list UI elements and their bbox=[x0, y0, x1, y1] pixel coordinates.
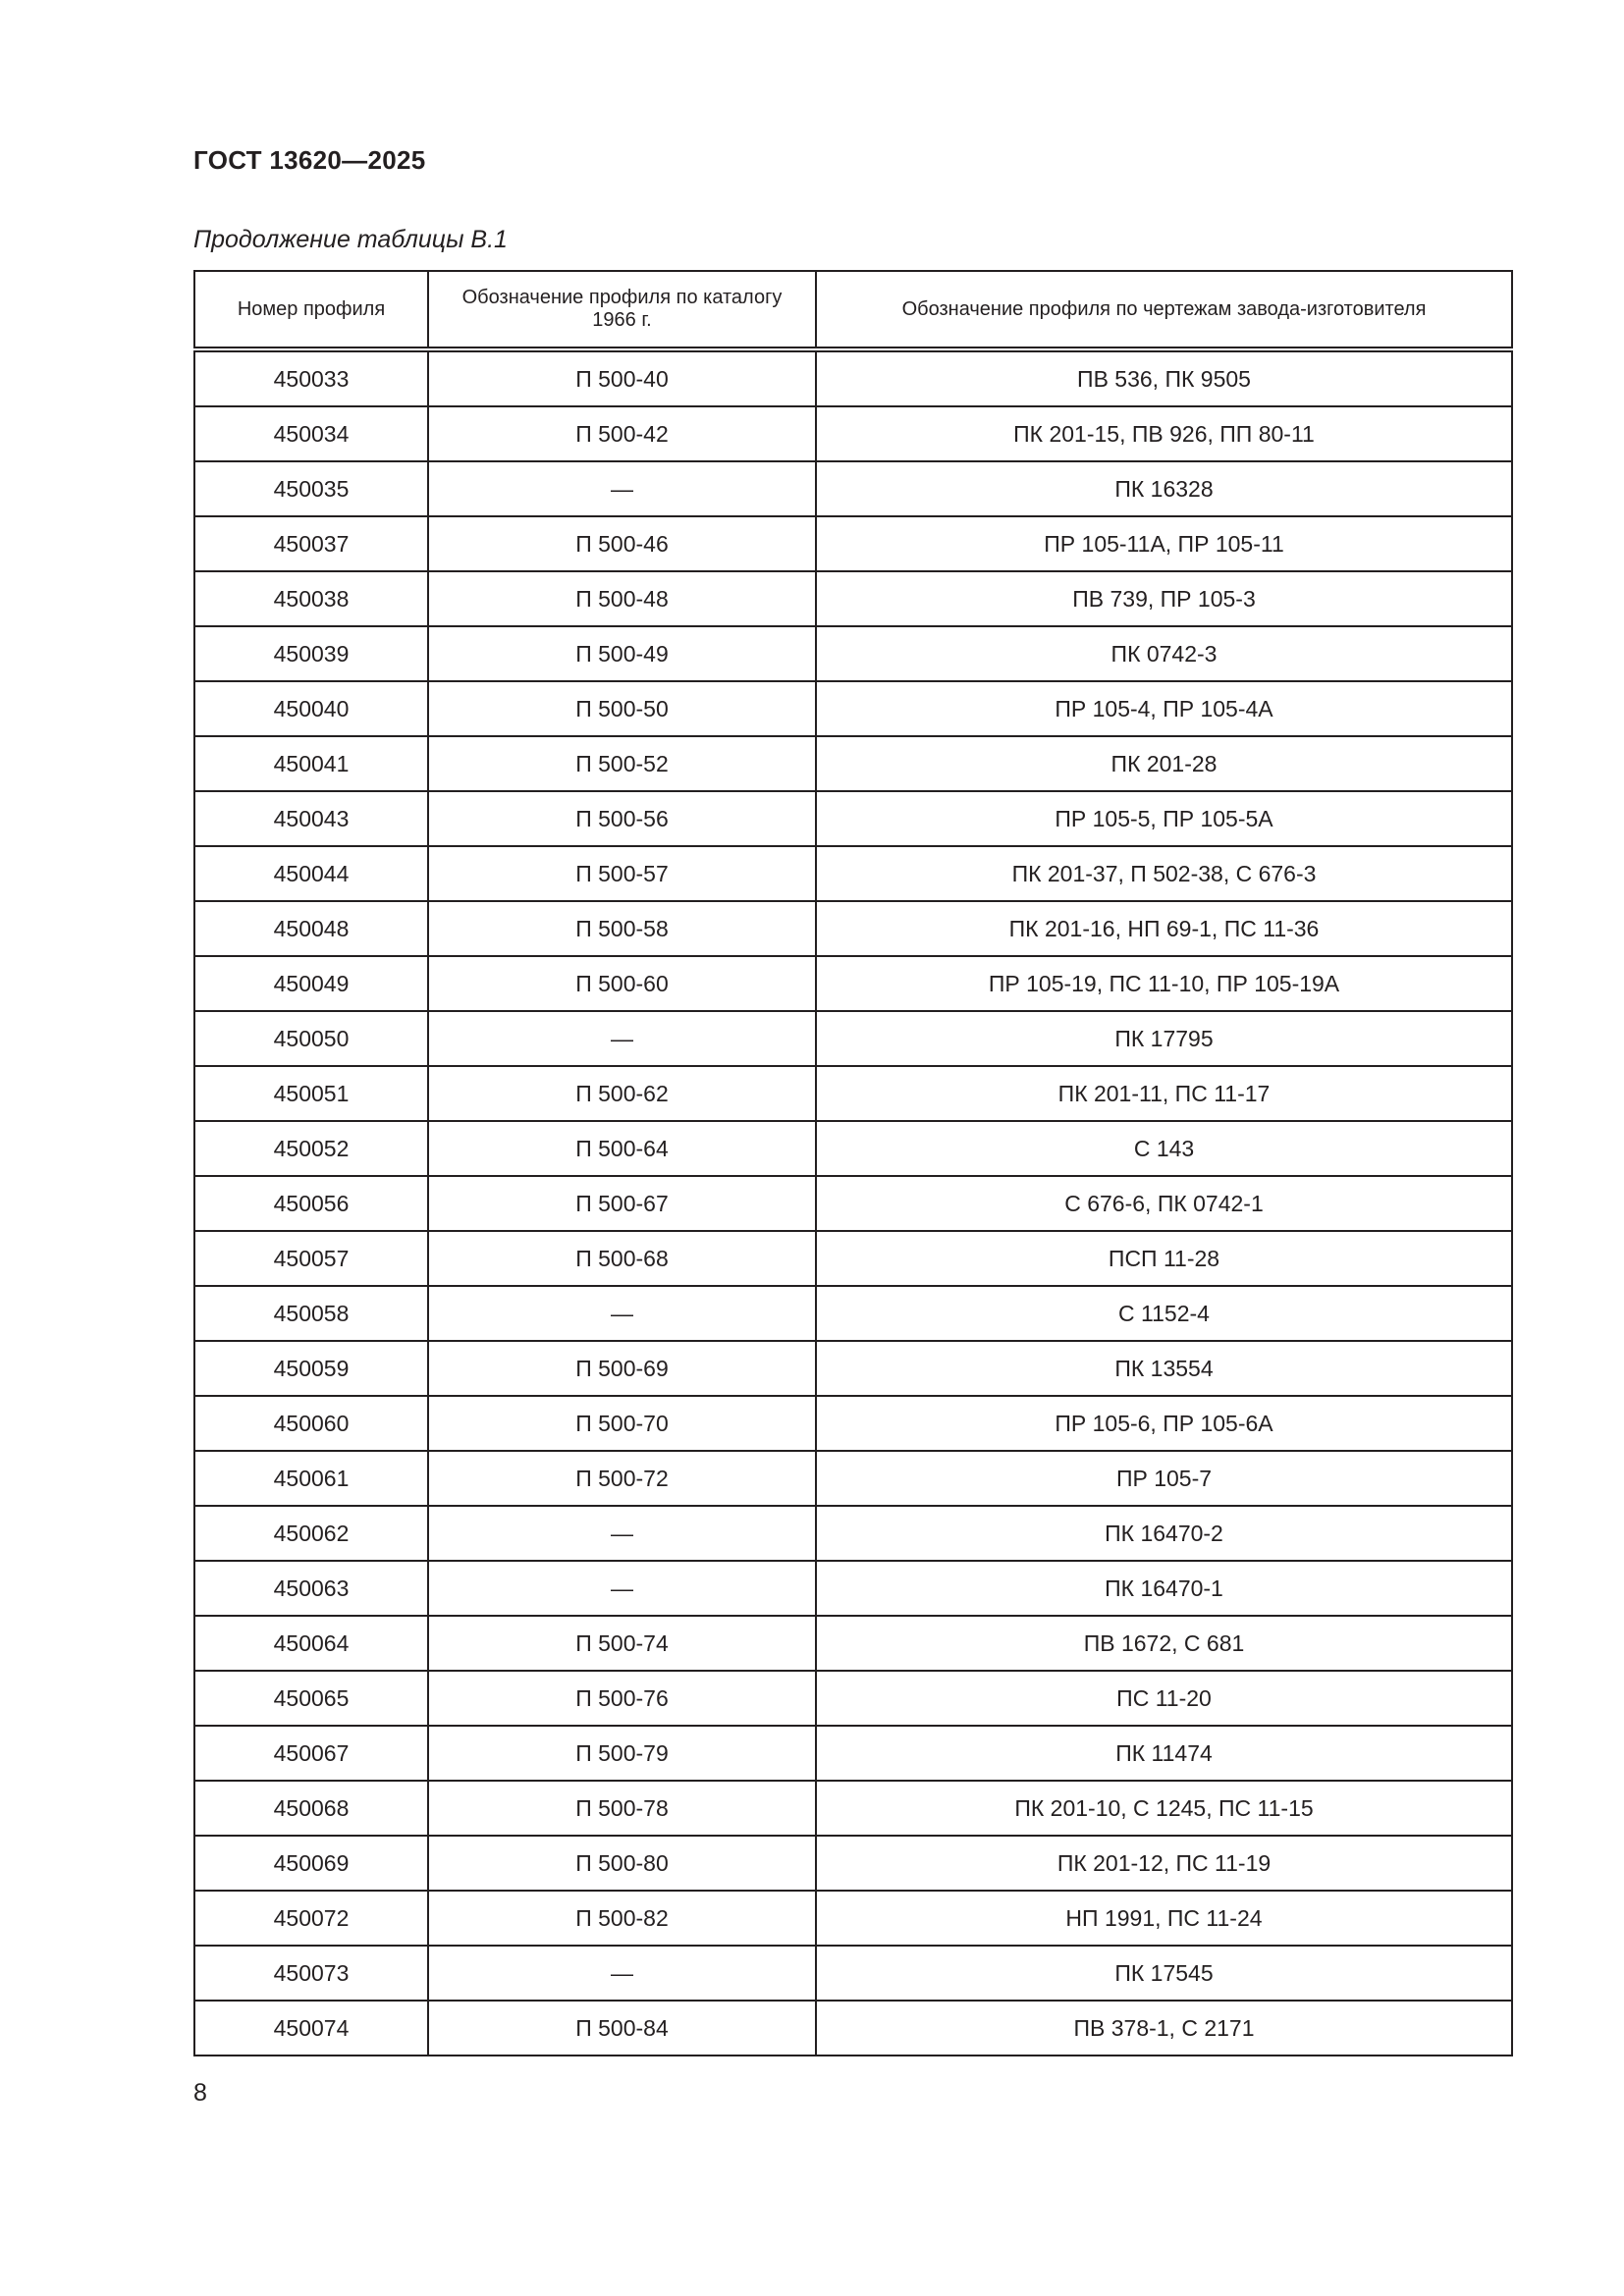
cell-catalog-designation: — bbox=[428, 1286, 816, 1341]
table-row bbox=[194, 516, 1512, 571]
cell-catalog-designation: П 500-72 bbox=[428, 1451, 816, 1506]
table-row bbox=[194, 1121, 1512, 1176]
cell-manufacturer-designation: ПК 201-28 bbox=[816, 736, 1512, 791]
cell-manufacturer-designation: ПК 201-10, С 1245, ПС 11-15 bbox=[816, 1781, 1512, 1836]
cell-manufacturer-designation: ПК 201-16, НП 69-1, ПС 11-36 bbox=[816, 901, 1512, 956]
table-row bbox=[194, 1286, 1512, 1341]
cell-profile-number: 450056 bbox=[194, 1176, 428, 1231]
cell-profile-number: 450041 bbox=[194, 736, 428, 791]
page-number: 8 bbox=[193, 2079, 207, 2107]
cell-manufacturer-designation: С 676-6, ПК 0742-1 bbox=[816, 1176, 1512, 1231]
table-row bbox=[194, 791, 1512, 846]
document-title: ГОСТ 13620—2025 bbox=[193, 145, 426, 175]
cell-manufacturer-designation: ПК 0742-3 bbox=[816, 626, 1512, 681]
table-row bbox=[194, 1066, 1512, 1121]
cell-catalog-designation: П 500-46 bbox=[428, 516, 816, 571]
cell-catalog-designation: П 500-56 bbox=[428, 791, 816, 846]
cell-profile-number: 450065 bbox=[194, 1671, 428, 1726]
cell-profile-number: 450068 bbox=[194, 1781, 428, 1836]
cell-profile-number: 450072 bbox=[194, 1891, 428, 1946]
cell-manufacturer-designation: ПК 11474 bbox=[816, 1726, 1512, 1781]
cell-profile-number: 450043 bbox=[194, 791, 428, 846]
cell-manufacturer-designation: ПСП 11-28 bbox=[816, 1231, 1512, 1286]
table-row bbox=[194, 1506, 1512, 1561]
cell-manufacturer-designation: ПВ 739, ПР 105-3 bbox=[816, 571, 1512, 626]
cell-profile-number: 450050 bbox=[194, 1011, 428, 1066]
table-row bbox=[194, 1561, 1512, 1616]
cell-manufacturer-designation: ПР 105-11А, ПР 105-11 bbox=[816, 516, 1512, 571]
cell-profile-number: 450058 bbox=[194, 1286, 428, 1341]
cell-profile-number: 450051 bbox=[194, 1066, 428, 1121]
cell-profile-number: 450052 bbox=[194, 1121, 428, 1176]
cell-catalog-designation: П 500-69 bbox=[428, 1341, 816, 1396]
cell-profile-number: 450067 bbox=[194, 1726, 428, 1781]
table-row bbox=[194, 1396, 1512, 1451]
cell-catalog-designation: П 500-58 bbox=[428, 901, 816, 956]
cell-manufacturer-designation: ПК 201-37, П 502-38, С 676-3 bbox=[816, 846, 1512, 901]
cell-profile-number: 450039 bbox=[194, 626, 428, 681]
table-row bbox=[194, 1341, 1512, 1396]
table-row bbox=[194, 461, 1512, 516]
table-row bbox=[194, 1946, 1512, 2001]
cell-profile-number: 450059 bbox=[194, 1341, 428, 1396]
column-header-profile-number: Номер профиля bbox=[194, 271, 428, 349]
cell-catalog-designation: П 500-80 bbox=[428, 1836, 816, 1891]
cell-manufacturer-designation: ПВ 1672, С 681 bbox=[816, 1616, 1512, 1671]
cell-manufacturer-designation: НП 1991, ПС 11-24 bbox=[816, 1891, 1512, 1946]
table-row bbox=[194, 846, 1512, 901]
cell-manufacturer-designation: ПВ 378-1, С 2171 bbox=[816, 2001, 1512, 2056]
cell-catalog-designation: П 500-82 bbox=[428, 1891, 816, 1946]
profile-table-container bbox=[193, 270, 1511, 2056]
cell-catalog-designation: П 500-74 bbox=[428, 1616, 816, 1671]
table-body bbox=[194, 349, 1512, 2056]
cell-manufacturer-designation: ПР 105-6, ПР 105-6А bbox=[816, 1396, 1512, 1451]
cell-profile-number: 450037 bbox=[194, 516, 428, 571]
profile-table bbox=[193, 270, 1513, 2056]
cell-catalog-designation: П 500-84 bbox=[428, 2001, 816, 2056]
cell-manufacturer-designation: ПК 17795 bbox=[816, 1011, 1512, 1066]
cell-manufacturer-designation: ПР 105-4, ПР 105-4А bbox=[816, 681, 1512, 736]
cell-profile-number: 450049 bbox=[194, 956, 428, 1011]
cell-catalog-designation: П 500-40 bbox=[428, 349, 816, 406]
table-row bbox=[194, 1616, 1512, 1671]
cell-manufacturer-designation: ПК 201-11, ПС 11-17 bbox=[816, 1066, 1512, 1121]
table-row bbox=[194, 1231, 1512, 1286]
cell-catalog-designation: П 500-48 bbox=[428, 571, 816, 626]
cell-catalog-designation: П 500-60 bbox=[428, 956, 816, 1011]
cell-catalog-designation: П 500-52 bbox=[428, 736, 816, 791]
table-row bbox=[194, 1726, 1512, 1781]
cell-catalog-designation: П 500-79 bbox=[428, 1726, 816, 1781]
cell-catalog-designation: П 500-50 bbox=[428, 681, 816, 736]
cell-manufacturer-designation: ПК 13554 bbox=[816, 1341, 1512, 1396]
cell-manufacturer-designation: ПВ 536, ПК 9505 bbox=[816, 349, 1512, 406]
table-row bbox=[194, 956, 1512, 1011]
cell-profile-number: 450063 bbox=[194, 1561, 428, 1616]
cell-profile-number: 450062 bbox=[194, 1506, 428, 1561]
cell-profile-number: 450048 bbox=[194, 901, 428, 956]
cell-manufacturer-designation: ПК 17545 bbox=[816, 1946, 1512, 2001]
cell-catalog-designation: — bbox=[428, 1561, 816, 1616]
cell-manufacturer-designation: С 143 bbox=[816, 1121, 1512, 1176]
table-row bbox=[194, 349, 1512, 406]
cell-manufacturer-designation: ПР 105-7 bbox=[816, 1451, 1512, 1506]
table-row bbox=[194, 1891, 1512, 1946]
cell-catalog-designation: П 500-76 bbox=[428, 1671, 816, 1726]
cell-profile-number: 450040 bbox=[194, 681, 428, 736]
cell-manufacturer-designation: ПК 201-15, ПВ 926, ПП 80-11 bbox=[816, 406, 1512, 461]
cell-catalog-designation: П 500-64 bbox=[428, 1121, 816, 1176]
column-header-manufacturer-drawings: Обозначение профиля по чертежам завода-изготовителя bbox=[816, 271, 1512, 349]
cell-catalog-designation: — bbox=[428, 1506, 816, 1561]
cell-manufacturer-designation: ПК 16470-1 bbox=[816, 1561, 1512, 1616]
column-header-catalog-1966: Обозначение профиля по каталогу 1966 г. bbox=[428, 271, 816, 349]
cell-profile-number: 450034 bbox=[194, 406, 428, 461]
cell-profile-number: 450057 bbox=[194, 1231, 428, 1286]
cell-manufacturer-designation: ПР 105-5, ПР 105-5А bbox=[816, 791, 1512, 846]
cell-catalog-designation: П 500-57 bbox=[428, 846, 816, 901]
table-row bbox=[194, 1781, 1512, 1836]
cell-manufacturer-designation: ПК 16328 bbox=[816, 461, 1512, 516]
cell-catalog-designation: П 500-42 bbox=[428, 406, 816, 461]
table-row bbox=[194, 736, 1512, 791]
table-row bbox=[194, 1176, 1512, 1231]
table-row bbox=[194, 571, 1512, 626]
cell-catalog-designation: П 500-67 bbox=[428, 1176, 816, 1231]
cell-catalog-designation: — bbox=[428, 1946, 816, 2001]
table-caption: Продолжение таблицы В.1 bbox=[193, 226, 508, 253]
cell-profile-number: 450038 bbox=[194, 571, 428, 626]
cell-catalog-designation: — bbox=[428, 1011, 816, 1066]
table-row bbox=[194, 901, 1512, 956]
cell-catalog-designation: — bbox=[428, 461, 816, 516]
cell-manufacturer-designation: ПК 201-12, ПС 11-19 bbox=[816, 1836, 1512, 1891]
cell-profile-number: 450060 bbox=[194, 1396, 428, 1451]
cell-profile-number: 450073 bbox=[194, 1946, 428, 2001]
cell-catalog-designation: П 500-49 bbox=[428, 626, 816, 681]
table-row bbox=[194, 1451, 1512, 1506]
cell-profile-number: 450044 bbox=[194, 846, 428, 901]
table-row bbox=[194, 2001, 1512, 2056]
cell-profile-number: 450064 bbox=[194, 1616, 428, 1671]
cell-catalog-designation: П 500-62 bbox=[428, 1066, 816, 1121]
table-row bbox=[194, 1011, 1512, 1066]
cell-profile-number: 450033 bbox=[194, 349, 428, 406]
table-row bbox=[194, 1836, 1512, 1891]
cell-profile-number: 450074 bbox=[194, 2001, 428, 2056]
table-row bbox=[194, 1671, 1512, 1726]
table-row bbox=[194, 406, 1512, 461]
cell-catalog-designation: П 500-78 bbox=[428, 1781, 816, 1836]
cell-manufacturer-designation: ПК 16470-2 bbox=[816, 1506, 1512, 1561]
cell-manufacturer-designation: ПС 11-20 bbox=[816, 1671, 1512, 1726]
cell-profile-number: 450035 bbox=[194, 461, 428, 516]
cell-catalog-designation: П 500-70 bbox=[428, 1396, 816, 1451]
cell-catalog-designation: П 500-68 bbox=[428, 1231, 816, 1286]
table-row bbox=[194, 626, 1512, 681]
cell-profile-number: 450069 bbox=[194, 1836, 428, 1891]
cell-manufacturer-designation: С 1152-4 bbox=[816, 1286, 1512, 1341]
cell-manufacturer-designation: ПР 105-19, ПС 11-10, ПР 105-19А bbox=[816, 956, 1512, 1011]
table-row bbox=[194, 681, 1512, 736]
table-header-row bbox=[194, 271, 1512, 349]
cell-profile-number: 450061 bbox=[194, 1451, 428, 1506]
